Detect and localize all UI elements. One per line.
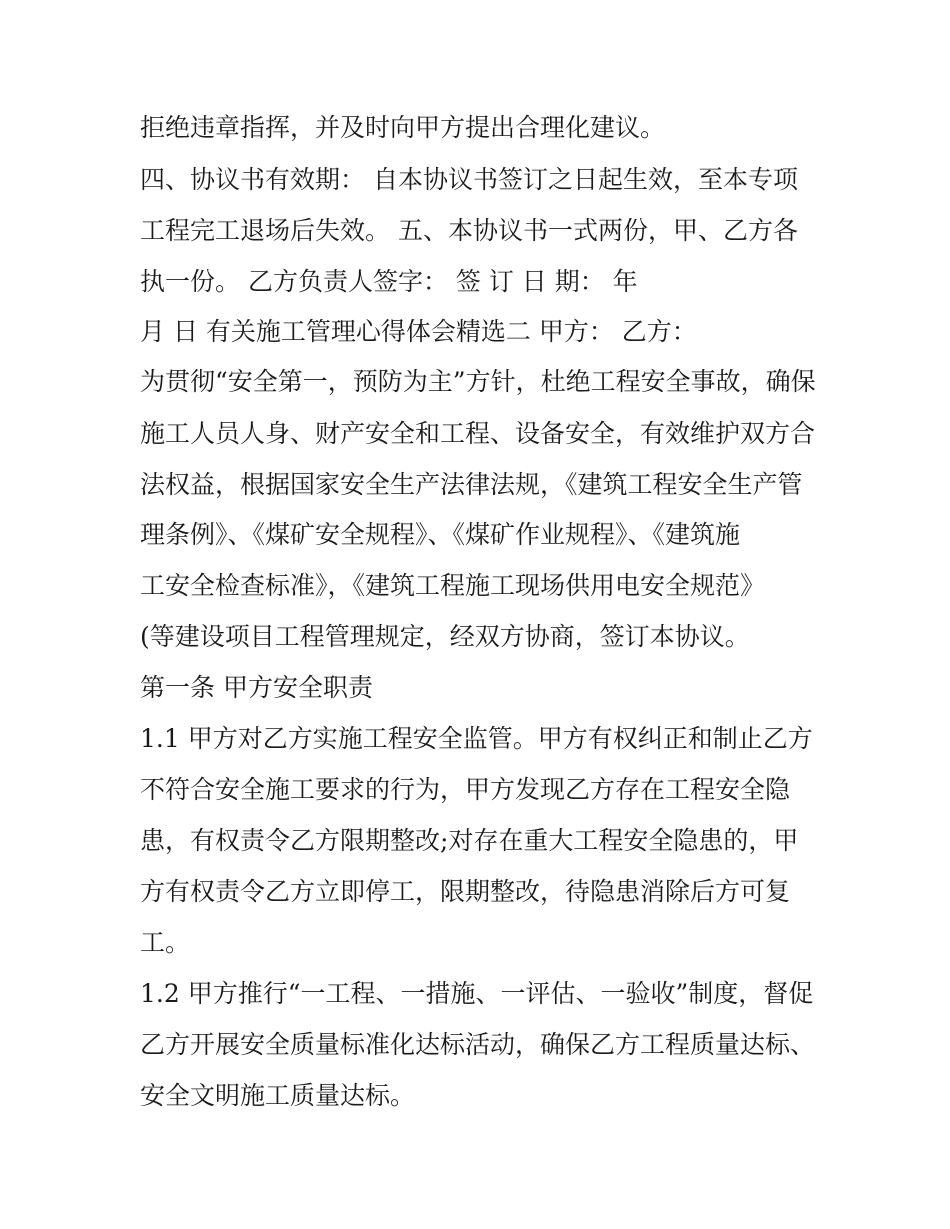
text-line: 1.2 甲方推行“一工程、一措施、一评估、一验收”制度，督促 bbox=[140, 979, 814, 1008]
text-line: 为贯彻“安全第一，预防为主”方针，杜绝工程安全事故，确保 bbox=[140, 367, 816, 396]
text-line: 四、协议书有效期： 自本协议书签订之日起生效，至本专项 bbox=[140, 165, 798, 194]
text-line: 不符合安全施工要求的行为，甲方发现乙方存在工程安全隐 bbox=[140, 775, 791, 804]
text-line: (等建设项目工程管理规定，经双方协商，签订本协议。 bbox=[140, 622, 750, 651]
text-line: 拒绝违章指挥，并及时向甲方提出合理化建议。 bbox=[140, 113, 666, 142]
text-line: 施工人员人身、财产安全和工程、设备安全，有效维护双方合 bbox=[140, 419, 816, 448]
text-line: 法权益，根据国家安全生产法律法规，《建筑工程安全生产管 bbox=[140, 470, 803, 499]
text-line: 患，有权责令乙方限期整改;对存在重大工程安全隐患的，甲 bbox=[140, 826, 799, 855]
section-heading: 第一条 甲方安全职责 bbox=[140, 673, 373, 702]
text-line: 工。 bbox=[140, 928, 191, 957]
text-line: 工安全检查标准》，《建筑工程施工现场供用电安全规范》 bbox=[140, 571, 766, 600]
text-line: 安全文明施工质量达标。 bbox=[140, 1081, 416, 1110]
text-line: 方有权责令乙方立即停工，限期整改，待隐患消除后方可复 bbox=[140, 877, 791, 906]
text-line: 乙方开展安全质量标准化达标活动，确保乙方工程质量达标、 bbox=[140, 1030, 816, 1059]
text-line: 执一份。 乙方负责人签字： 签 订 日 期： 年 bbox=[140, 267, 638, 296]
text-line: 1.1 甲方对乙方实施工程安全监管。甲方有权纠正和制止乙方 bbox=[140, 724, 813, 753]
text-line: 理条例》、《煤矿安全规程》、《煤矿作业规程》、《建筑施 bbox=[140, 520, 741, 549]
text-line: 工程完工退场后失效。 五、本协议书一式两份，甲、乙方各 bbox=[140, 216, 798, 245]
text-line: 月 日 有关施工管理心得体会精选二 甲方： 乙方： bbox=[140, 317, 697, 346]
